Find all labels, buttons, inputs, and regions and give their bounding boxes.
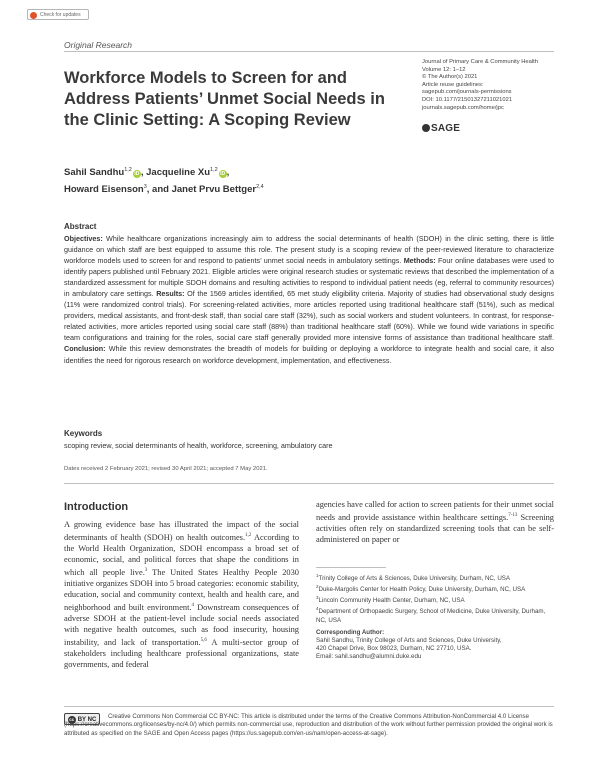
check-for-updates-badge[interactable] [27,9,89,20]
citation[interactable]: 1,2 [245,533,252,539]
keywords-text: scoping review, social determinants of health, workforce, screening, ambulatory care [64,441,333,450]
results-text: Of the 1569 articles identified, 65 met study eligibility criteria. Majority of studies had observational study designs (11% were randomized control trials). For screening-related activities, more articles reported using traditional healthcare staff (51%), such as medical providers, medical assistants, and front-desk staff, than social care staff (32%), such as social workers and student volunteers. In contrast, for response-related activities, more articles reported using social care staff (88%) than traditional healthcare staff (60%). While we found wide variations in specific team configurations and training for the roles, social care staff generally provided more intensive forms of assistance than traditional healthcare staff. [64,289,555,343]
affiliation-number: 2 [316,584,319,590]
abstract-body [64,233,554,366]
author-name: Janet Prvu Bettger [171,184,257,196]
affiliation-number: 3 [316,595,319,601]
journal-reuse: Article reuse guidelines: [422,81,484,88]
corresponding-line: 420 Chapel Drive, Box 98023, Durham, NC 27710, USA. [316,644,472,652]
corresponding-email[interactable]: Email: sahil.sandhu@alumni.duke.edu [316,653,422,660]
affiliation-number: 4 [316,606,319,612]
update-icon [30,12,37,19]
cc-badge-label: BY NC [77,717,97,723]
affiliation [316,583,554,594]
header-rule [64,51,554,52]
sage-logo [422,123,460,134]
affiliation-text: Duke-Margolis Center for Health Policy, Duke University, Durham, NC, USA [318,586,526,594]
sage-logo-icon [422,124,430,132]
affiliation-text: Trinity College of Arts & Sciences, Duke University, Durham, NC, USA [318,575,511,583]
footnote-rule [316,567,386,568]
journal-name: Journal of Primary Care & Community Health [422,59,538,65]
intro-text: Downstream consequences of adverse SDOH at the patient-level include social needs associated with negative health outcomes, such as food insecurity, housing instability, and lack of transportation. [64,603,299,648]
intro-text: agencies have called for action to screen patients for their unmet social needs and provide assistance within healthcare settings. [316,500,554,522]
conclusion-text: While this review demonstrates the breadth of models for building or deploying a workforce to integrate health and social care, it also identifies the need for rigorous research on workforce development, implementation, and effectiveness. [64,344,555,365]
orcid-icon[interactable]: iD [134,171,140,178]
methods-label: Methods: [403,256,436,266]
license-text: Creative Commons Non Commercial CC BY-NC: This article is distributed under the terms of the Creative Commons Attribution-NonCommercial 4.0 License (https://creativecommons.org/licenses/by-nc/4.0/) which permits non-commercial use, reproduction and distribution of the work without further permission provided the original work is attributed as specified on the SAGE and Open Access pages (https://us.sagepub.com/en-us/nam/open-access-at-sage). [64,713,553,737]
intro-text: According to the World Health Organization, SDOH encompass a broad set of economic, social, and political forces that shape the conditions in which all people live. [64,532,300,577]
affiliation [316,605,554,624]
orcid-icon[interactable]: iD [220,171,226,178]
citation[interactable]: 4 [191,603,195,609]
abstract-heading: Abstract [64,222,97,231]
conclusion-label: Conclusion: [64,344,106,354]
journal-home-link[interactable]: journals.sagepub.com/home/jpc [422,104,504,111]
introduction-heading: Introduction [64,501,129,513]
author-affil: 3 [143,184,147,191]
intro-text: A multi-sector group of stakeholders including healthcare professional organizations, state governments, and federal [64,638,299,670]
dates-rule [64,483,554,484]
license-rule [64,706,554,707]
journal-copyright: © The Author(s) 2021 [422,74,478,81]
affiliation [316,594,554,605]
corresponding-heading: Corresponding Author: [316,628,385,636]
intro-text: The United States Healthy People 2030 initiative organizes SDOH into 5 broad categories: economic stability, education, social and community context, health and health care, and neighborhood and built environment. [64,567,299,613]
author-affil: 2,4 [256,184,264,191]
citation[interactable]: 5,6 [200,638,207,644]
methods-text: Four online databases were used to identify papers published until February 2021. Eligible articles were original research studies or systematic reviews that described the implementation of a standardized assessment for multiple SDOH domains and resulting activities to respond to individual patient needs (eg, referral to community resources) in ambulatory care settings. [64,256,554,299]
author-list: Sahil Sandhu$^{1,2}$iD , Jacqueline Xu$^{1,2}$iD , Howard Eisenson$^3$, and Janet Prvu Bettger$^{2,4}$ [64,167,264,196]
introduction-paragraph-1 [64,519,299,670]
author-affil: 1,2 [124,167,132,173]
objectives-text: While healthcare organizations increasingly aim to address the social determinants of health (SDOH) in the clinic setting, there is little guidance on which staff are best equipped to assume this role. The present study is a scoping review of the peer-reviewed literature to characterize workforce models used to screen for and respond to patients’ unmet social needs in ambulatory settings. [64,234,555,266]
introduction-paragraph-2 [316,499,554,545]
affiliation [316,572,554,583]
article-title: Workforce Models to Screen for and Address Patients’ Unmet Social Needs in the Clinic Setting: A Scoping Review [64,69,385,129]
article-type: Original Research [64,40,133,50]
article-dates: Dates received 2 February 2021; revised 30 April 2021; accepted 7 May 2021. [64,466,268,472]
journal-doi[interactable]: DOI: 10.1177/21501327211021021 [422,96,513,103]
corresponding-line: Sahil Sandhu, Trinity College of Arts and Sciences, Duke University, [316,636,502,644]
cc-icon: cc [69,717,75,722]
citation[interactable]: 3 [144,568,148,574]
affiliation-number: 1 [316,573,319,578]
intro-text: A growing evidence base has illustrated the impact of the social determinants of health (SDOH) on health outcomes. [64,520,299,542]
results-label: Results: [156,289,185,299]
affiliation-text: Department of Orthopaedic Surgery, School of Medicine, Duke University, Durham, NC, USA [316,608,546,624]
badge-label: Check for updates [40,12,81,18]
author-name: Howard Eisenson [64,184,144,196]
intro-text: Screening activities often rely on standardized screening tools that can be self-administered on paper or [316,512,554,545]
author-name: Sahil Sandhu [64,167,125,179]
affiliations [316,572,554,661]
keywords-heading: Keywords [64,429,103,438]
affiliation-text: Lincoln Community Health Center, Durham, NC, USA [318,597,465,605]
journal-permissions-link[interactable]: sagepub.com/journals-permissions [422,89,512,96]
author-affil: 1,2 [210,167,218,173]
citation[interactable]: 7-13 [508,513,518,519]
sage-logo-text: SAGE [431,123,461,134]
objectives-label: Objectives: [64,234,103,243]
journal-info [422,59,572,112]
journal-volume: Volume 12: 1–12 [422,66,466,73]
author-name: Jacqueline Xu [146,167,211,179]
